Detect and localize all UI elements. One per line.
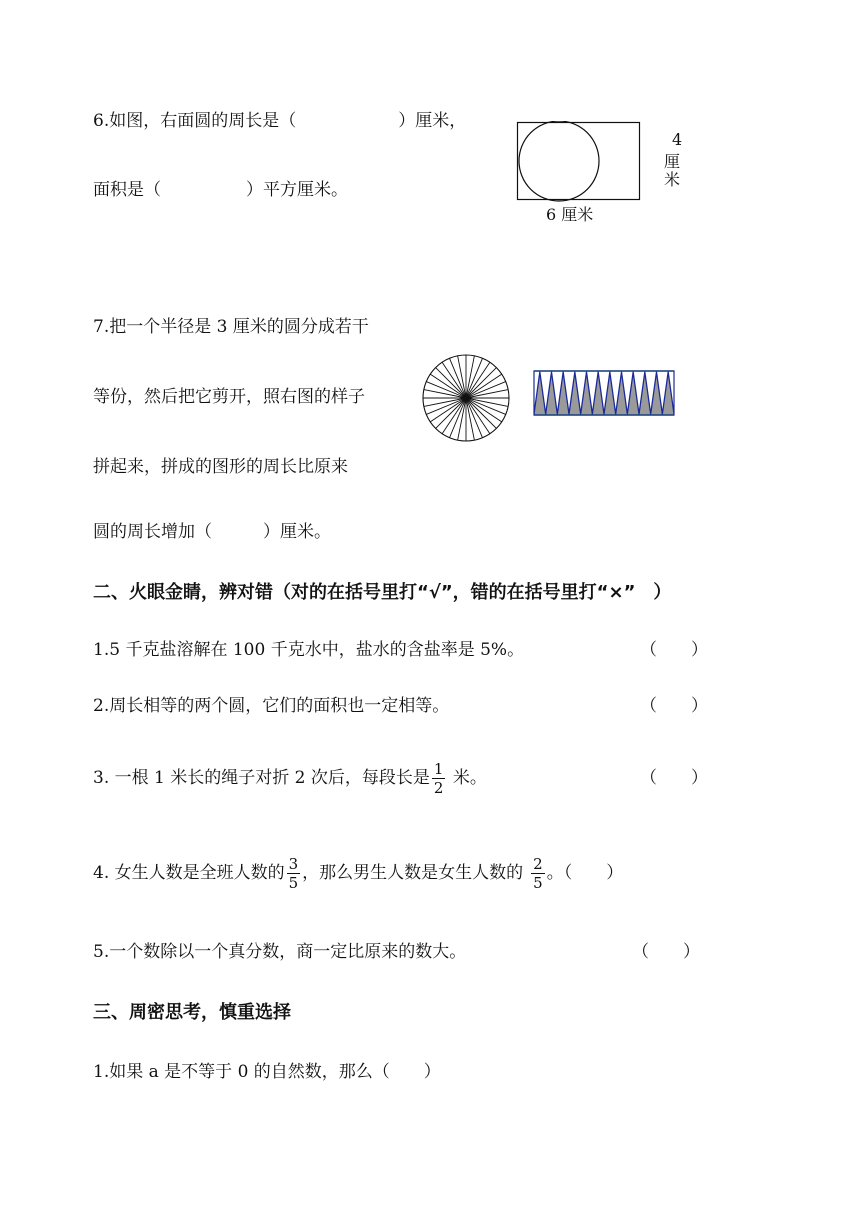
- frac-denominator: 2: [433, 779, 444, 797]
- q7-line1: 7.把一个半径是 3 厘米的圆分成若干: [93, 317, 369, 337]
- s2-item1-text: 1.5 千克盐溶解在 100 千克水中，盐水的含盐率是 5%。: [93, 640, 525, 660]
- s2-item5-answer-paren[interactable]: （ ）: [632, 942, 700, 962]
- q7-line2: 等份，然后把它剪开，照右图的样子: [93, 387, 365, 407]
- rect-circle-figure: [516, 121, 642, 203]
- figure-height-number: 4: [672, 130, 683, 149]
- s2-item3-answer-paren[interactable]: （ ）: [640, 768, 708, 788]
- q6-line1: 6.如图，右面圆的周长是（ ）厘米，: [93, 111, 467, 131]
- s2-item3-post: 米。: [447, 768, 487, 788]
- sector-circle-figure: [420, 352, 512, 444]
- q6-line2: 面积是（ ）平方厘米。: [93, 180, 348, 200]
- figure-width-label: 6 厘米: [546, 205, 594, 224]
- frac-denominator: 5: [533, 874, 543, 892]
- figure-rectangle: [518, 123, 640, 200]
- section3-heading: 三、周密思考，慎重选择: [93, 1002, 291, 1023]
- sector-radius-line: [466, 368, 496, 398]
- sector-center-dot: [463, 395, 469, 401]
- q7-line3: 拼起来，拼成的图形的周长比原来: [93, 457, 348, 477]
- section2-heading: 二、火眼金睛，辨对错（对的在括号里打“√”，错的在括号里打“×” ）: [93, 582, 672, 603]
- s2-item1-answer-paren[interactable]: （ ）: [640, 640, 708, 660]
- s2-item2-answer-paren[interactable]: （ ）: [640, 696, 708, 716]
- sector-radius-line: [466, 398, 496, 428]
- s2-item4-post[interactable]: 。（ ）: [546, 863, 624, 883]
- s3-q1-text: 1.如果 a 是不等于 0 的自然数，那么（ ）: [93, 1062, 441, 1082]
- frac-numerator: 2: [533, 855, 543, 873]
- s2-item3: [93, 758, 487, 798]
- s2-item3-pre: 3. 一根 1 米长的绳子对折 2 次后，每段长是: [93, 768, 430, 788]
- sector-radius-line: [436, 368, 466, 398]
- fraction-three-fifths: [287, 855, 301, 892]
- figure-height-unit-1: 厘: [664, 152, 681, 171]
- fraction-one-half: [432, 760, 446, 797]
- frac-numerator: 3: [288, 855, 299, 873]
- s2-item5-text: 5.一个数除以一个真分数，商一定比原来的数大。: [93, 942, 467, 962]
- s2-item4-mid: ，那么男生人数是女生人数的: [302, 863, 524, 883]
- sector-radius-line: [436, 398, 466, 428]
- s2-item2-text: 2.周长相等的两个圆，它们的面积也一定相等。: [93, 696, 450, 716]
- q7-line4: 圆的周长增加（ ）厘米。: [93, 522, 331, 542]
- frac-numerator: 1: [433, 760, 444, 778]
- rearranged-strip-figure: [530, 367, 678, 419]
- s2-item4: [93, 853, 623, 893]
- figure-circle: [519, 121, 599, 201]
- fraction-two-fifths: [531, 855, 545, 892]
- figure-height-unit-2: 米: [664, 170, 681, 189]
- frac-denominator: 5: [288, 874, 299, 892]
- s2-item4-pre: 4. 女生人数是全班人数的: [93, 863, 285, 883]
